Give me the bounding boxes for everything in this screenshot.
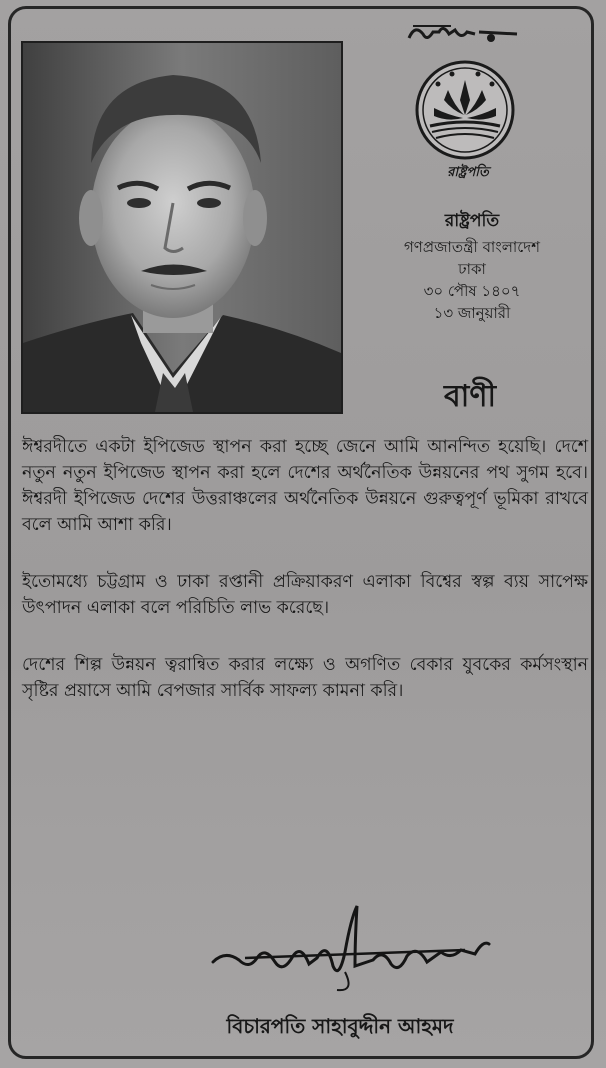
date-gregorian: ১৩ জানুয়ারী [433,304,511,322]
country-name: গণপ্রজাতন্ত্রী বাংলাদেশ [403,238,541,256]
emblem-caption: রাষ্ট্রপতি [447,165,489,180]
date-bengali: ৩০ পৌষ ১৪০৭ [423,282,521,300]
city-name: ঢাকা [458,260,486,278]
message-paragraph: ঈশ্বরদীতে একটা ইপিজেড স্থাপন করা হচ্ছে জেনে আমি আনন্দিত হয়েছি। দেশে নতুন নতুন ইপিজেড স্থাপন করা হলে দেশের অর্থনৈতিক উন্নয়নের পথ সুগম হবে। ঈশ্বরদী ইপিজেড দেশের উত্তরাঞ্চলের অর্থনৈতিক উন্নয়নে গুরুত্বপূর্ণ ভূমিকা রাখবে বলে আমি আশা করি। [22,437,588,535]
message-heading: বাণী [443,379,497,414]
signatory-name: বিচারপতি সাহাবুদ্দীন আহমদ [226,1014,454,1038]
portrait-photo [21,41,343,414]
office-title: রাষ্ট্রপতি [444,211,500,231]
message-body [22,434,588,735]
handwritten-signature [205,900,495,1000]
message-paragraph: দেশের শিল্প উন্নয়ন ত্বরান্বিত করার লক্ষ্যে ও অগণিত বেকার যুবকের কর্মসংস্থান সৃষ্টির প্রয়াসে আমি বেপজার সার্বিক সাফল্য কামনা করি। [22,655,588,701]
office-address-block [352,210,592,324]
letterhead-script-logo [405,20,523,48]
message-paragraph: ইতোমধ্যে চট্টগ্রাম ও ঢাকা রপ্তানী প্রক্রিয়াকরণ এলাকা বিশ্বের স্বল্প ব্যয় সাপেক্ষ উৎপাদন এলাকা বলে পরিচিতি লাভ করেছে। [22,572,588,618]
